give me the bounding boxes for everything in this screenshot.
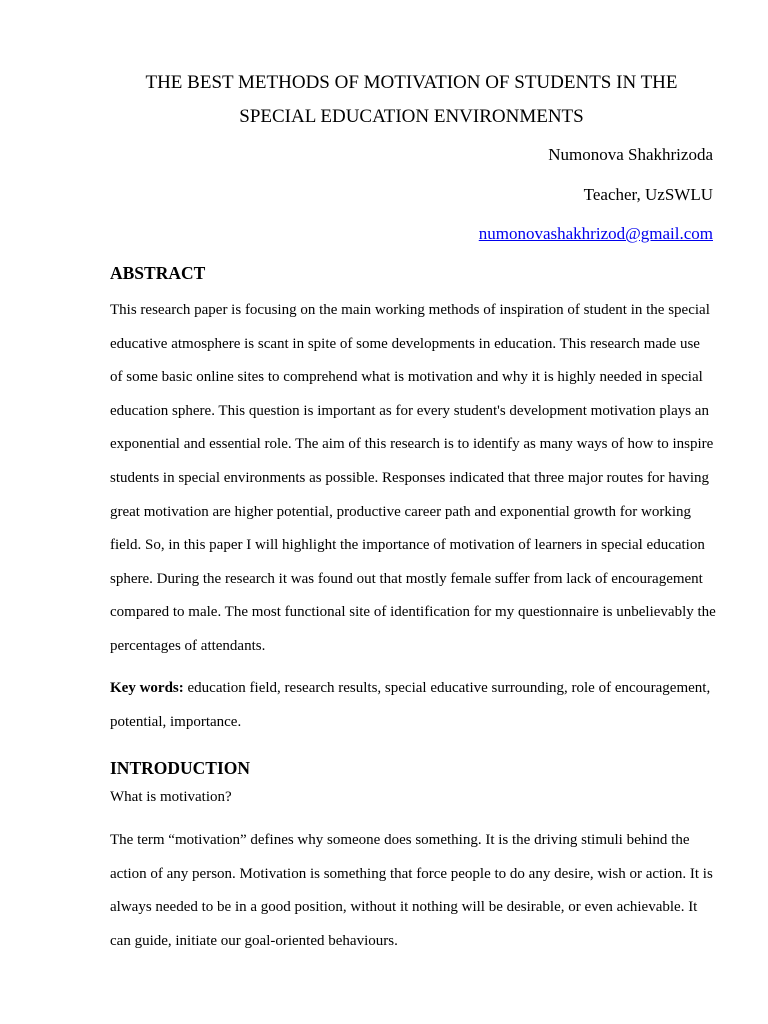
keywords-paragraph (110, 672, 716, 739)
paper-title-line-2: SPECIAL EDUCATION ENVIRONMENTS (239, 106, 584, 127)
abstract-heading: ABSTRACT (110, 263, 206, 283)
author-name: Numonova Shakhrizoda (548, 145, 713, 164)
paper-title (110, 66, 713, 134)
keywords-text: education field, research results, special educative surrounding, role of encouragement, potential, importance. (110, 680, 711, 730)
introduction-body: The term “motivation” defines why someone does something. It is the driving stimuli behind the action of any person. Motivation is something that force people to do any desire, wish or action. It is always needed to be in a good position, without it nothing will be desirable, or even achievable. It can guide, initiate our goal-oriented behaviours. (110, 832, 713, 949)
author-email-link[interactable]: numonovashakhrizod@gmail.com (478, 224, 713, 243)
abstract-body: This research paper is focusing on the main working methods of inspiration of student in the special educative atmosphere is scant in spite of some developments in education. This research made use of some basic online sites to comprehend what is motivation and why it is highly needed in special education sphere. This question is important as for every student's development motivation plays an exponential and essential role. The aim of this research is to identify as many ways of how to inspire students in special environments as possible. Responses indicated that three major routes for having great motivation are higher potential, productive career path and exponential growth for working field. So, in this paper I will highlight the importance of motivation of learners in special education sphere. During the research it was found out that mostly female suffer from lack of encouragement compared to male. The most functional site of identification for my questionnaire is unbelievably the percentages of attendants. (110, 302, 716, 654)
keywords-label: Key words: (110, 680, 184, 696)
introduction-question: What is motivation? (110, 789, 232, 805)
introduction-heading: INTRODUCTION (110, 758, 251, 778)
paper-title-line-1: THE BEST METHODS OF MOTIVATION OF STUDENTS IN THE (145, 72, 678, 93)
author-affiliation: Teacher, UzSWLU (583, 185, 713, 204)
